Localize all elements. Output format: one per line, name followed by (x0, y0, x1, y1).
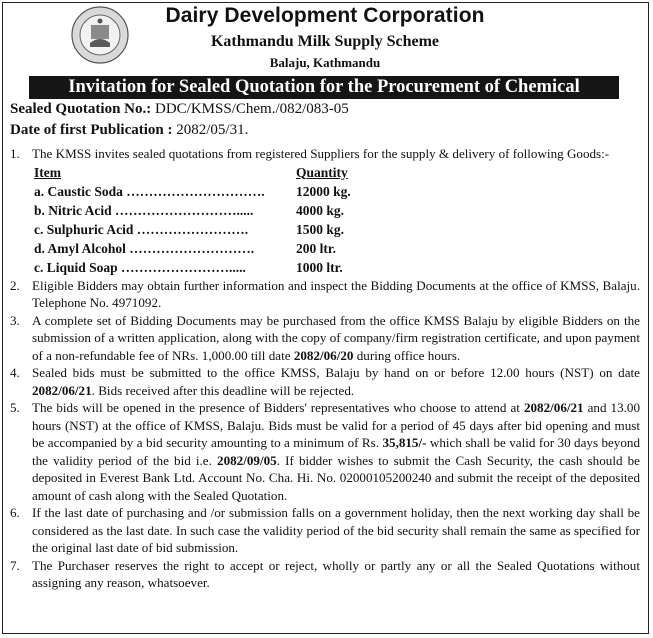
bid-security-amount: 35,815/- (382, 435, 427, 450)
quotation-number-line (10, 101, 349, 118)
clause-1-text: The KMSS invites sealed quotations from registered Suppliers for the supply & delivery of following Goods:- (32, 146, 610, 161)
scheme-name: Kathmandu Milk Supply Scheme (210, 33, 440, 50)
item-column-header: Item (34, 164, 61, 180)
goods-table-header (34, 163, 640, 182)
clause-4: 4. Sealed bids must be submitted to the office KMSS, Balaju by hand on or before 12.00 hours (NST) on date 2082/06/21. Bids received after this deadline will be rejected. (10, 365, 640, 398)
quotation-number-label: Sealed Quotation No.: (10, 101, 152, 117)
clause-6-text: If the last date of purchasing and /or submission falls on a government holiday, then the next working day shall be considered as the last date. In such case the validity period of the bid security shall remain the same as specified for the original last date of bid submission. (32, 505, 640, 555)
goods-row: c. Sulphuric Acid ……………………. 1500 kg. (34, 221, 345, 237)
clause-1: 1. The KMSS invites sealed quotations from registered Suppliers for the supply & delivery of following Goods:- (10, 145, 640, 163)
clause-3-text: A complete set of Bidding Documents may be purchased from the office KMSS Balaju by eligible Bidders on the submission of a written application, along with the copy of company/firm registration certificate, and upon payment of a non-refundable fee of NRs. 1,000.00 till date 2082/06/20 during office hours. (32, 312, 640, 363)
publication-date-label: Date of first Publication : (10, 122, 173, 138)
clause-7-text: The Purchaser reserves the right to accept or reject, wholly or partly any or all the Sealed Quotations without assigning any reason, whatsoever. (32, 557, 640, 590)
quantity-column-header: Quantity (296, 164, 348, 180)
goods-row: b. Nitric Acid ………………………..... 4000 kg. (34, 202, 345, 218)
notice-title-banner: Invitation for Sealed Quotation for the Procurement of Chemical (29, 76, 619, 99)
publication-date-line (10, 122, 248, 139)
goods-row: a. Caustic Soda …………………………. 12000 kg. (34, 183, 351, 199)
organization-name: Dairy Development Corporation (165, 4, 485, 27)
clause-5: 5. The bids will be opened in the presence of Bidders' representatives who choose to attend at 2082/06/21 and 13.00 hours (NST) at the office of KMSS, Balaju. Bids must be valid for a period of 45 days after bid opening and must be accompanied by a bid security amounting to a minimum of Rs. 35,815/- which shall be valid for 30 days beyond the validity period of the bid i.e. 2082/09/05. If bidder wishes to submit the Cash Security, the cash should be deposited in Everest Bank Ltd. Account No. Cha. Hi. No. 02000105200240 and submit the receipt of the deposited amount of cash along with the Sealed Quotation. (10, 400, 640, 503)
dairy-corporation-seal-icon (70, 5, 130, 65)
goods-row: d. Amyl Alcohol ………………………. 200 ltr. (34, 240, 336, 256)
goods-table (34, 163, 640, 277)
opening-date: 2082/06/21 (523, 400, 584, 415)
clause-3: 3. A complete set of Bidding Documents may be purchased from the office KMSS Balaju by eligible Bidders on the submission of a written application, along with the copy of company/firm registration certificate, and upon payment of a non-refundable fee of NRs. 1,000.00 till date 2082/06/20 during office hours. (10, 312, 640, 363)
quotation-number-value: DDC/KMSS/Chem./082/083-05 (155, 101, 349, 117)
security-validity-date: 2082/09/05 (217, 452, 277, 468)
clause-2-text: Eligible Bidders may obtain further information and inspect the Bidding Documents at the office of KMSS, Balaju. Telephone No. 4971092. (32, 277, 640, 310)
location: Balaju, Kathmandu (269, 55, 381, 70)
clause-5-text: The bids will be opened in the presence of Bidders' representatives who choose to attend at 2082/06/21 and 13.00 hours (NST) at the office of KMSS, Balaju. Bids must be valid for a period of 45 days after bid opening and must be accompanied by a bid security amounting to a minimum of Rs. 35,815/- which shall be valid for 30 days beyond the validity period of the bid i.e. 2082/09/05. If bidder wishes to submit the Cash Security, the cash should be deposited in Everest Bank Ltd. Account No. Cha. Hi. No. 02000105200240 and submit the receipt of the deposited amount of cash along with the Sealed Quotation. (32, 400, 640, 503)
clause-6: 6. If the last date of purchasing and /or submission falls on a government holiday, then the next working day shall be considered as the last date. In such case the validity period of the bid security shall remain the same as specified for the original last date of bid submission. (10, 505, 640, 555)
terms-list (10, 145, 640, 592)
clause-2: 2. Eligible Bidders may obtain further information and inspect the Bidding Documents at the office of KMSS, Balaju. Telephone No. 4971092. (10, 277, 640, 310)
purchase-deadline: 2082/06/20 (293, 347, 354, 363)
submission-deadline: 2082/06/21 (32, 382, 92, 398)
goods-row: c. Liquid Soap ……………………..... 1000 ltr. (34, 259, 343, 275)
clause-7: 7. The Purchaser reserves the right to accept or reject, wholly or partly any or all the Sealed Quotations without assigning any reason, whatsoever. (10, 557, 640, 590)
clause-4-text: Sealed bids must be submitted to the office KMSS, Balaju by hand on or before 12.00 hours (NST) on date 2082/06/21. Bids received after this deadline will be rejected. (32, 365, 640, 398)
publication-date-value: 2082/05/31. (176, 122, 249, 138)
